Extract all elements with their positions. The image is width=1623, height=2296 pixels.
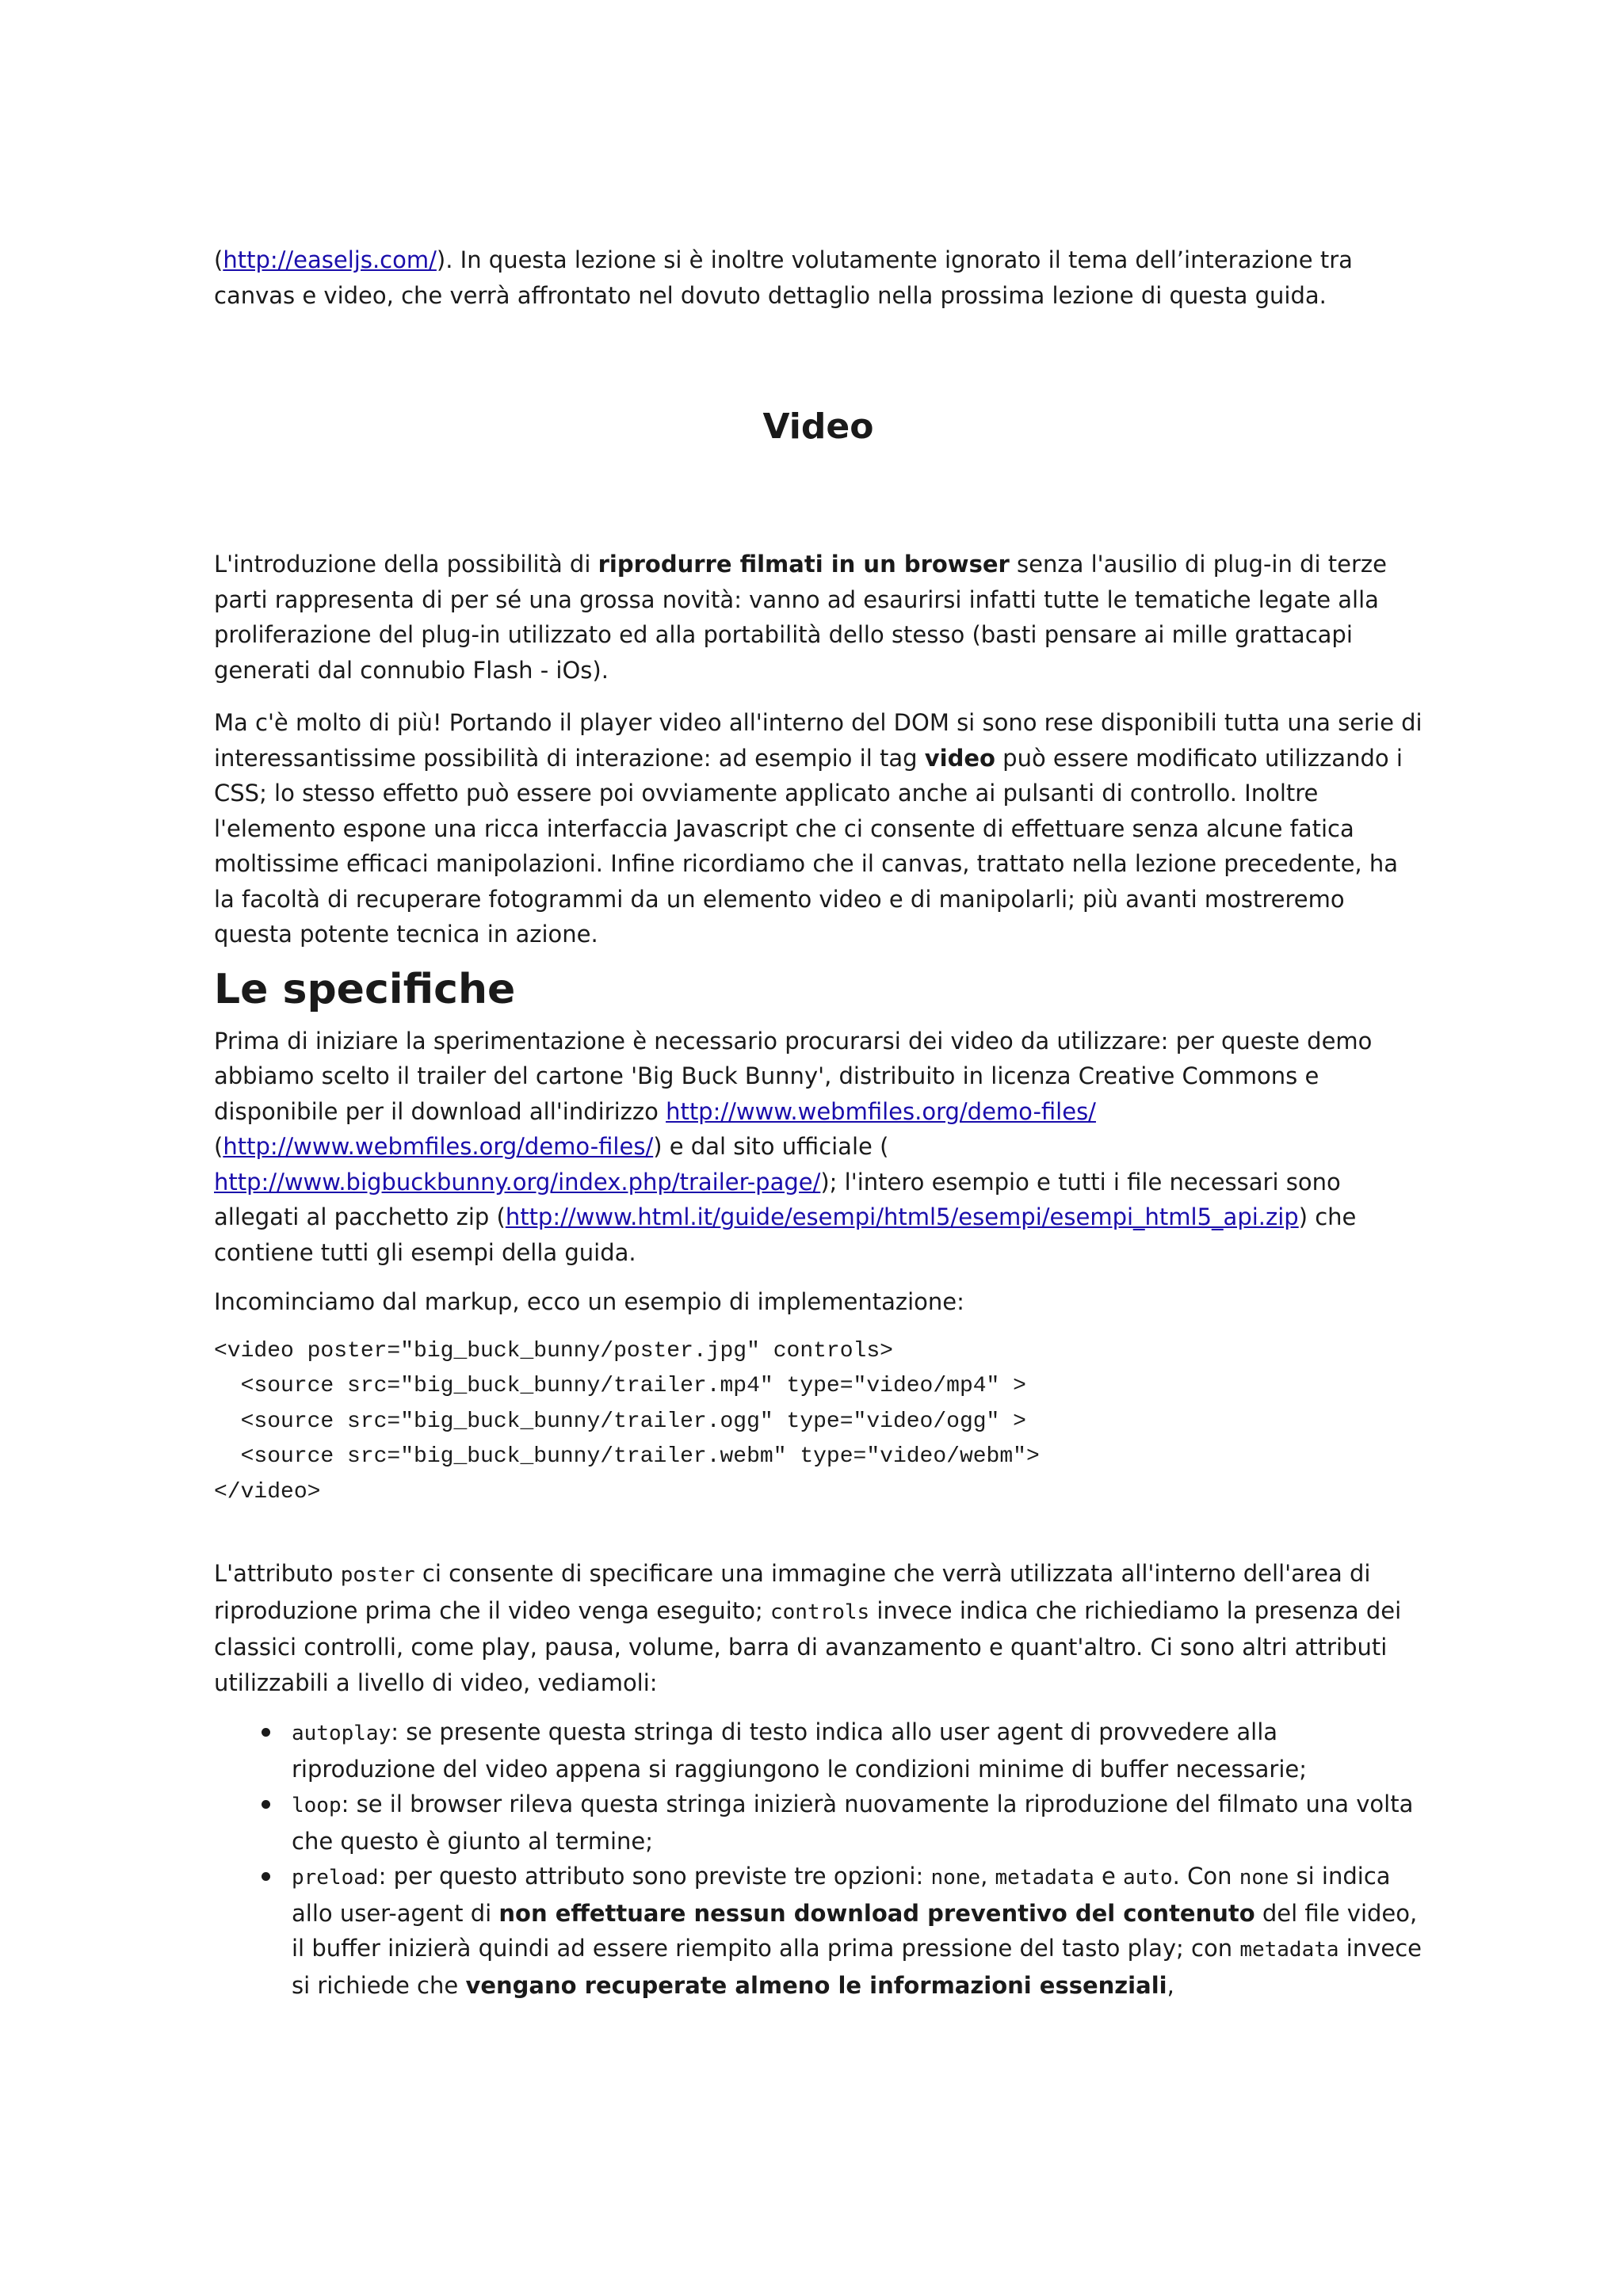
text: , — [980, 1863, 995, 1890]
inline-code: auto — [1123, 1866, 1173, 1890]
bold-text: video — [924, 744, 995, 772]
inline-code: metadata — [1239, 1938, 1339, 1962]
text: si indica allo user-agent di — [292, 1863, 1391, 1927]
inline-code: metadata — [995, 1866, 1094, 1890]
text: e — [1094, 1863, 1124, 1890]
text: ) che contiene tutti gli esempi della guida. — [214, 1203, 1357, 1266]
bold-text: riprodurre filmati in un browser — [598, 551, 1010, 578]
paragraph-poster-controls — [214, 1556, 1423, 1700]
intro-paragraph — [214, 242, 1423, 313]
code-line: <source src="big_buck_bunny/trailer.mp4" type="video/mp4" > — [214, 1374, 1026, 1398]
inline-code: autoplay — [292, 1722, 391, 1745]
code-line: </video> — [214, 1479, 321, 1505]
text: Prima di iniziare la sperimentazione è necessario procurarsi dei video da utilizzare: per queste demo abbiamo scelto il trailer del cartone 'Big Buck Bunny', distribuito in licenza Creative Commons e disponibile per il download all'indirizzo — [214, 1027, 1373, 1125]
list-item-loop — [214, 1787, 1423, 1859]
text: . Con — [1172, 1863, 1239, 1890]
text: : se il browser rileva questa stringa inizierà nuovamente la riproduzione del filmato una volta che questo è giunto al termine; — [292, 1791, 1414, 1855]
bigbuckbunny-link[interactable]: http://www.bigbuckbunny.org/index.php/trailer-page/ — [214, 1168, 821, 1196]
bold-text: non effettuare nessun download preventivo del contenuto — [498, 1899, 1255, 1927]
code-line: <source src="big_buck_bunny/trailer.ogg" type="video/ogg" > — [214, 1409, 1026, 1434]
intro-text: ). In questa lezione si è inoltre volutamente ignorato il tema dell’interazione tra canvas e video, che verrà affrontato nel dovuto dettaglio nella prossima lezione di questa guida. — [214, 246, 1353, 309]
text: del file video, il buffer inizierà quindi ad essere riempito alla prima pressione del tasto play; con — [292, 1899, 1418, 1962]
inline-code: controls — [769, 1600, 870, 1624]
inline-code: none — [1239, 1866, 1289, 1890]
html-it-zip-link[interactable]: http://www.html.it/guide/esempi/html5/esempi/esempi_html5_api.zip — [505, 1203, 1299, 1230]
bold-text: vengano recuperate almeno le informazioni essenziali — [465, 1971, 1167, 1999]
text: L'attributo — [214, 1560, 341, 1587]
section-title-video: Video — [762, 406, 874, 447]
text: invece indica che richiediamo la presenza dei classici controlli, come play, pausa, volume, barra di avanzamento e quant'altro. Ci sono altri attributi utilizzabili a livello di video, vediamoli: — [214, 1596, 1402, 1696]
code-block — [214, 1334, 1423, 1511]
text: può essere modificato utilizzando i CSS; lo stesso effetto può essere poi ovviamente applicato anche ai pulsanti di controllo. Inoltre l'elemento espone una ricca interfaccia Javascript che ci consente di effettuare senza alcune fatica moltissime efficaci manipolazioni. Infine ricordiamo che il canvas, trattato nella lezione precedente, ha la facoltà di recuperare fotogrammi da un elemento video e di manipolarli; più avanti mostreremo questa potente tecnica in azione. — [214, 744, 1403, 948]
text: Ma c'è molto di più! Portando il player video all'interno del DOM si sono rese disponibili tutta una serie di interessantissime possibilità di interazione: ad esempio il tag — [214, 709, 1423, 772]
paragraph-dom-player — [214, 705, 1423, 952]
webmfiles-link-2[interactable]: http://www.webmfiles.org/demo-files/ — [223, 1133, 654, 1160]
easeljs-link[interactable]: http://easeljs.com/ — [223, 246, 437, 273]
text: senza l'ausilio di plug-in di terze parti rappresenta di per sé una grossa novità: vanno ad esaurirsi infatti tutte le tematiche legate alla proliferazione del plug-in utilizzato ed alla portabilità dello stesso (basti pensare ai mille grattacapi generati dal connubio Flash - iOs). — [214, 551, 1387, 684]
code-line: <video poster="big_buck_bunny/poster.jpg" controls> — [214, 1338, 893, 1363]
code-line: <source src="big_buck_bunny/trailer.webm" type="video/webm"> — [214, 1444, 1040, 1469]
text: , — [1167, 1971, 1174, 1999]
inline-code: loop — [292, 1794, 342, 1817]
paragraph-intro-video — [214, 547, 1423, 688]
text: : se presente questa stringa di testo indica allo user agent di provvedere alla riproduzione del video appena si raggiungono le condizioni minime di buffer necessarie; — [292, 1718, 1308, 1783]
inline-code: poster — [340, 1563, 415, 1587]
text: ) e dal sito ufficiale ( — [653, 1133, 889, 1160]
text: ( — [214, 1133, 223, 1160]
text: : per questo attributo sono previste tre opzioni: — [378, 1863, 931, 1890]
text: L'introduzione della possibilità di — [214, 551, 598, 578]
heading-le-specifiche: Le specifiche — [214, 965, 516, 1013]
document-page — [214, 242, 1423, 2003]
inline-code: none — [930, 1866, 981, 1890]
text: invece si richiede che — [292, 1935, 1422, 1999]
text: ); l'intero esempio e tutti i file necessari sono allegati al pacchetto zip ( — [214, 1168, 1341, 1230]
webmfiles-link[interactable]: http://www.webmfiles.org/demo-files/ — [666, 1097, 1096, 1125]
attributes-list — [214, 1714, 1423, 2003]
list-item-autoplay — [214, 1714, 1423, 1787]
text: ci consente di specificare una immagine che verrà utilizzata all'interno dell'area di riproduzione prima che il video venga eseguito; — [214, 1560, 1371, 1624]
paragraph-markup: Incominciamo dal markup, ecco un esempio di implementazione: — [214, 1288, 964, 1315]
intro-paren: ( — [214, 246, 223, 273]
inline-code: preload — [292, 1866, 379, 1890]
paragraph-specifiche — [214, 1024, 1423, 1271]
list-item-preload — [214, 1859, 1423, 2003]
